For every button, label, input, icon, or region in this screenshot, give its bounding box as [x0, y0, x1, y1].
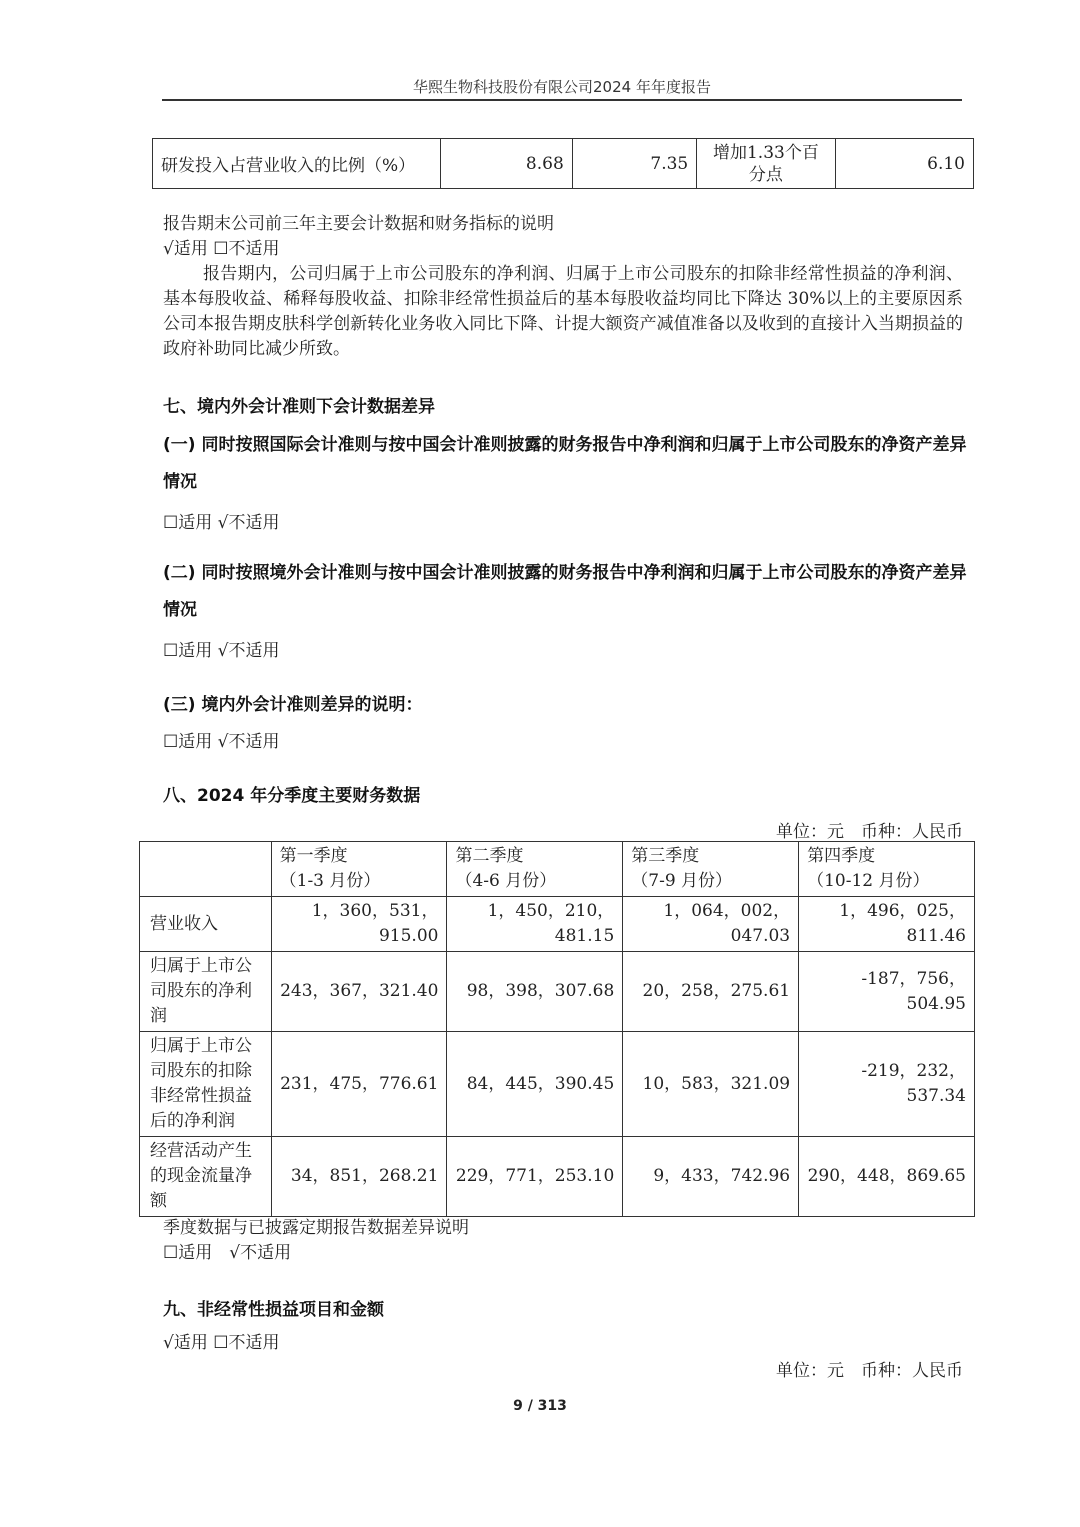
- quarter-name: 第一季度: [279, 846, 348, 866]
- quarter-header-3: [623, 842, 799, 897]
- table-header-row: [140, 842, 975, 897]
- cell-value: 1，064，002，047.03: [623, 897, 799, 952]
- row-label: 经营活动产生的现金流量净额: [140, 1137, 272, 1217]
- cell-value: 1，496，025，811.46: [799, 897, 975, 952]
- notes-title: 报告期末公司前三年主要会计数据和财务指标的说明: [163, 214, 554, 234]
- quarter-range: （7-9 月份）: [631, 871, 733, 891]
- cell-value: 1，450，210，481.15: [447, 897, 623, 952]
- section7-sub3: (三) 境内外会计准则差异的说明：: [163, 695, 423, 715]
- cell-value: 243，367，321.40: [271, 952, 447, 1032]
- cell-value: 20，258，275.61: [623, 952, 799, 1032]
- header-rule: [162, 99, 962, 101]
- section8-diff-note: 季度数据与已披露定期报告数据差异说明: [163, 1218, 469, 1238]
- section8-unit: 单位：元 币种：人民币: [776, 822, 963, 842]
- quarter-range: （10-12 月份）: [807, 871, 930, 891]
- section7-sub2-option: ☐适用 √不适用: [163, 641, 280, 661]
- section7-title: 七、境内外会计准则下会计数据差异: [163, 397, 435, 417]
- quarter-header-2: [447, 842, 623, 897]
- quarter-name: 第二季度: [455, 846, 524, 866]
- section7-sub1-option: ☐适用 √不适用: [163, 513, 280, 533]
- page-number: 9 / 313: [513, 1398, 567, 1414]
- section7-sub2: (二) 同时按照境外会计准则与按中国会计准则披露的财务报告中净利润和归属于上市公司股东的净资产差异情况: [163, 563, 967, 620]
- header-empty: [140, 842, 272, 897]
- rd-ratio-2022: 6.10: [835, 139, 973, 189]
- cell-value: 84，445，390.45: [447, 1032, 623, 1137]
- table-row: [140, 1137, 975, 1217]
- report-header: 华熙生物科技股份有限公司2024 年年度报告: [413, 78, 711, 96]
- cell-value: 9，433，742.96: [623, 1137, 799, 1217]
- quarter-range: （4-6 月份）: [455, 871, 557, 891]
- table-row: [153, 139, 974, 189]
- rd-ratio-table: [152, 138, 974, 189]
- section7-sub1: (一) 同时按照国际会计准则与按中国会计准则披露的财务报告中净利润和归属于上市公司股东的净资产差异情况: [163, 435, 967, 492]
- cell-value: 229，771，253.10: [447, 1137, 623, 1217]
- row-label: 营业收入: [140, 897, 272, 952]
- cell-value: 34，851，268.21: [271, 1137, 447, 1217]
- cell-value: -219，232，537.34: [799, 1032, 975, 1137]
- quarterly-table: [139, 841, 975, 1217]
- quarter-header-4: [799, 842, 975, 897]
- table-row: [140, 952, 975, 1032]
- cell-value: 231，475，776.61: [271, 1032, 447, 1137]
- section9-unit: 单位：元 币种：人民币: [776, 1361, 963, 1381]
- section9-option: √适用 ☐不适用: [163, 1333, 280, 1353]
- section8-title: 八、2024 年分季度主要财务数据: [163, 786, 421, 806]
- cell-value: 1，360，531，915.00: [271, 897, 447, 952]
- quarter-name: 第三季度: [631, 846, 700, 866]
- cell-value: -187，756，504.95: [799, 952, 975, 1032]
- table-row: [140, 897, 975, 952]
- rd-ratio-label: 研发投入占营业收入的比例（%）: [153, 139, 441, 189]
- quarter-range: （1-3 月份）: [279, 871, 381, 891]
- cell-value: 290，448，869.65: [799, 1137, 975, 1217]
- cell-value: 10，583，321.09: [623, 1032, 799, 1137]
- notes-body: 报告期内，公司归属于上市公司股东的净利润、归属于上市公司股东的扣除非经常性损益的净利润、基本每股收益、稀释每股收益、扣除非经常性损益后的基本每股收益均同比下降达 30%以上的主要原因系公司本报告期皮肤科学创新转化业务收入同比下降、计提大额资产减值准备以及收到的直接计入当期损益的政府补助同比减少所致。: [163, 264, 963, 359]
- notes-applicable: √适用 ☐不适用: [163, 239, 280, 259]
- quarter-name: 第四季度: [807, 846, 876, 866]
- rd-ratio-2023: 7.35: [572, 139, 696, 189]
- rd-ratio-change: 增加1.33个百分点: [697, 139, 835, 189]
- table-row: [140, 1032, 975, 1137]
- cell-value: 98，398，307.68: [447, 952, 623, 1032]
- section9-title: 九、非经常性损益项目和金额: [163, 1300, 384, 1320]
- section7-sub3-option: ☐适用 √不适用: [163, 732, 280, 752]
- row-label: 归属于上市公司股东的净利润: [140, 952, 272, 1032]
- section8-diff-option: ☐适用 √不适用: [163, 1243, 292, 1263]
- rd-ratio-2024: 8.68: [441, 139, 572, 189]
- row-label: 归属于上市公司股东的扣除非经常性损益后的净利润: [140, 1032, 272, 1137]
- quarter-header-1: [271, 842, 447, 897]
